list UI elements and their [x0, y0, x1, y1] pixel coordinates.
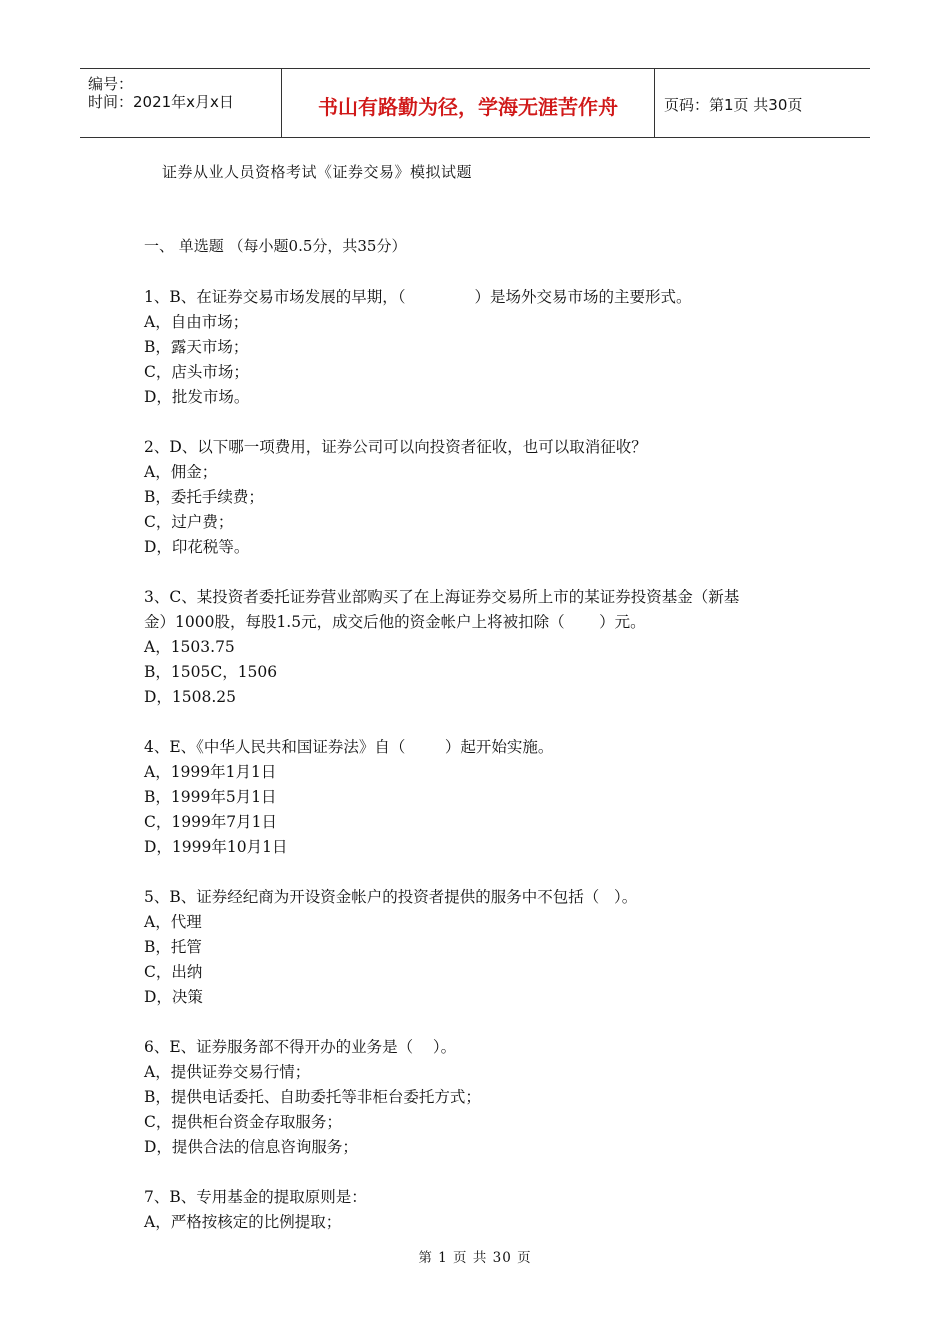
question-option: A，1503.75 — [144, 638, 235, 656]
question-option: C，提供柜台资金存取服务； — [144, 1113, 342, 1131]
question-item — [144, 1185, 824, 1235]
question-option: A，提供证券交易行情； — [144, 1063, 311, 1081]
question-option: D，1508.25 — [144, 688, 237, 706]
question-stem: 4、E、《中华人民共和国证券法》自（ ）起开始实施。 — [144, 738, 554, 756]
question-stem: 金）1000股，每股1.5元，成交后他的资金帐户上将被扣除（ ）元。 — [144, 613, 646, 631]
question-option: B，1999年5月1日 — [144, 788, 277, 806]
question-list — [144, 285, 824, 1260]
question-stem: 6、E、证券服务部不得开办的业务是（ ）。 — [144, 1038, 457, 1056]
question-item — [144, 735, 824, 860]
document-title: 证券从业人员资格考试《证券交易》模拟试题 — [162, 163, 473, 181]
question-option: A，自由市场； — [144, 313, 249, 331]
question-option: B，露天市场； — [144, 338, 249, 356]
question-option: D，决策 — [144, 988, 203, 1006]
question-option: D，1999年10月1日 — [144, 838, 288, 856]
question-option: A，严格按核定的比例提取； — [144, 1213, 342, 1231]
question-item — [144, 1035, 824, 1160]
header-motto-cell — [282, 69, 655, 137]
page-footer: 第 1 页 共 30 页 — [418, 1250, 532, 1266]
number-label: 编号： — [88, 75, 134, 93]
question-option: C，出纳 — [144, 963, 203, 981]
question-option: B，托管 — [144, 938, 202, 956]
question-option: C，过户费； — [144, 513, 234, 531]
question-option: A，佣金； — [144, 463, 218, 481]
question-item — [144, 585, 824, 710]
question-stem: 3、C、某投资者委托证券营业部购买了在上海证券交易所上市的某证券投资基金（新基 — [144, 588, 740, 606]
motto: 书山有路勤为径，学海无涯苦作舟 — [318, 95, 618, 119]
header-meta-cell — [80, 69, 282, 137]
section-heading: 一、 单选题 （每小题0.5分，共35分） — [144, 237, 407, 255]
question-option: B，委托手续费； — [144, 488, 264, 506]
question-stem: 2、D、以下哪一项费用，证券公司可以向投资者征收，也可以取消征收？ — [144, 438, 647, 456]
question-stem: 5、B、证券经纪商为开设资金帐户的投资者提供的服务中不包括（ ）。 — [144, 888, 638, 906]
question-option: A，代理 — [144, 913, 202, 931]
question-stem: 7、B、专用基金的提取原则是： — [144, 1188, 367, 1206]
question-stem: 1、B、在证券交易市场发展的早期，（ ）是场外交易市场的主要形式。 — [144, 288, 692, 306]
page-label: 页码：第1页 共30页 — [664, 96, 803, 114]
question-option: B，提供电话委托、自助委托等非柜台委托方式； — [144, 1088, 481, 1106]
question-option: C，1999年7月1日 — [144, 813, 278, 831]
question-option: B，1505C，1506 — [144, 663, 278, 681]
question-option: A，1999年1月1日 — [144, 763, 277, 781]
question-option: D，印花税等。 — [144, 538, 250, 556]
question-option: D，批发市场。 — [144, 388, 250, 406]
header-page-cell — [655, 69, 870, 137]
question-item — [144, 435, 824, 560]
question-item — [144, 285, 824, 410]
header-table — [80, 68, 870, 138]
question-option: C，店头市场； — [144, 363, 249, 381]
time-label: 时间：2021年x月x日 — [88, 93, 234, 111]
question-option: D，提供合法的信息咨询服务； — [144, 1138, 358, 1156]
question-item — [144, 885, 824, 1010]
